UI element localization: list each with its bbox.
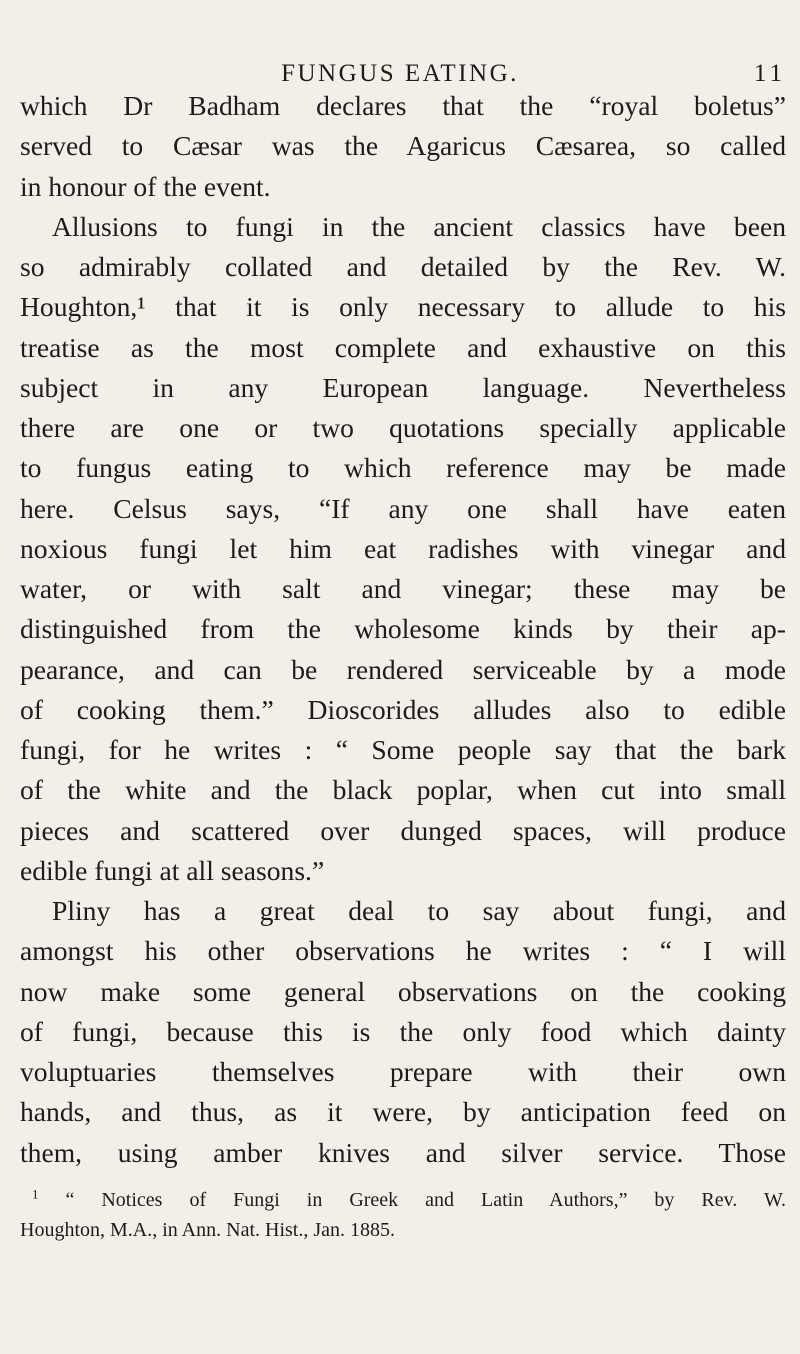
footnote-line: Houghton, M.A., in Ann. Nat. Hist., Jan. 1885. (20, 1219, 395, 1241)
text-line: of cooking them.” Dioscorides alludes also to edible (20, 693, 786, 725)
body-text (20, 86, 786, 1173)
footnote (20, 1185, 786, 1245)
page-number: 11 (753, 60, 786, 87)
text-line: distinguished from the wholesome kinds by their ap- (20, 613, 786, 645)
text-line: voluptuaries themselves prepare with their own (20, 1056, 786, 1087)
text-line: fungi, for he writes : “ Some people say that the bark (20, 734, 786, 765)
text-line: Pliny has a great deal to say about fungi, and (52, 895, 786, 926)
text-line: edible fungi at all seasons.” (20, 854, 325, 886)
text-line: of fungi, because this is the only food which dainty (20, 1015, 786, 1047)
footnote-marker: 1 (32, 1186, 39, 1202)
text-line: so admirably collated and detailed by the Rev. W. (20, 251, 786, 282)
running-title: FUNGUS EATING. (281, 60, 519, 87)
text-line: hands, and thus, as it were, by anticipation feed on (20, 1096, 786, 1128)
text-line: to fungus eating to which reference may be made (20, 452, 786, 484)
text-line: treatise as the most complete and exhaustive on this (20, 331, 786, 363)
footnote-line (20, 1185, 786, 1215)
text-line: served to Cæsar was the Agaricus Cæsarea, so called (20, 130, 786, 162)
text-line: now make some general observations on the cooking (20, 975, 786, 1007)
text-line: pearance, and can be rendered serviceable by a mode (20, 653, 786, 685)
text-line: there are one or two quotations specially applicable (20, 412, 786, 443)
text-line: noxious fungi let him eat radishes with vinegar and (20, 532, 786, 564)
text-line: them, using amber knives and silver service. Those (20, 1136, 786, 1168)
text-line: in honour of the event. (20, 170, 271, 202)
footnote-text: “ Notices of Fungi in Greek and Latin Authors,” by Rev. W. (65, 1189, 787, 1211)
text-line: pieces and scattered over dunged spaces, will produce (20, 814, 786, 846)
text-line: which Dr Badham declares that the “royal boletus” (20, 90, 786, 121)
text-line: of the white and the black poplar, when cut into small (20, 774, 786, 806)
text-line: Allusions to fungi in the ancient classics have been (52, 210, 786, 242)
text-line: here. Celsus says, “If any one shall have eaten (20, 492, 786, 524)
text-line: amongst his other observations he writes : “ I will (20, 935, 786, 967)
text-line: Houghton,¹ that it is only necessary to allude to his (20, 291, 786, 323)
text-line: subject in any European language. Nevertheless (20, 371, 786, 403)
text-line: water, or with salt and vinegar; these may be (20, 573, 786, 604)
